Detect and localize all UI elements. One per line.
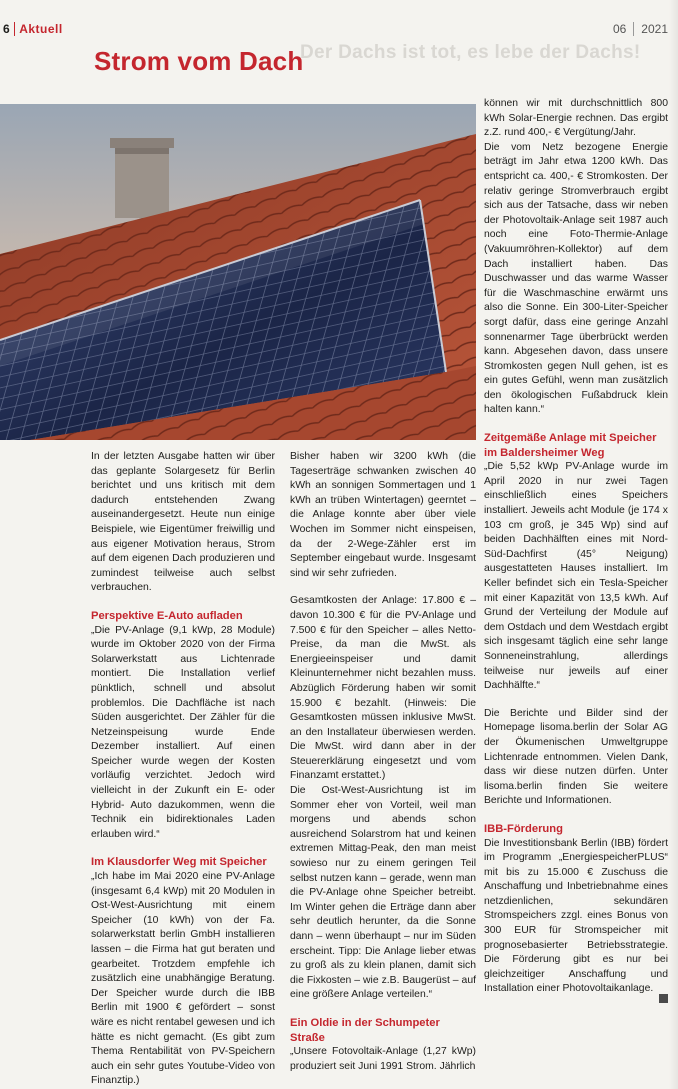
subheading-e-auto: Perspektive E-Auto aufladen bbox=[91, 609, 243, 622]
paragraph: Die Ost-West-Ausrichtung ist im Sommer eher von Vorteil, weil man morgens und abends schon ausreichend Solarstrom hat und keinen extremen Mittag-Peak, den man meist sowieso nur zu einem geringen Teil selbst nutzen kann – gerade, wenn man die PV-Anlage ohne Speicher betreibt. Im Winter gehen die Erträge dann aber sehr deutlich herunter, da die Sonne dann – wenn überhaupt – nur im Süden erscheint. Tipp: Die Anlage lieber etwas zu groß als zu klein planen, damit sich die Fixkosten – wie z.B. Baugerüst – auf eine größere Anlage verteilen.“ bbox=[290, 785, 476, 1001]
solar-panel-roof-photo bbox=[0, 104, 476, 440]
text-column-3 bbox=[484, 97, 668, 997]
bleed-through-headline: Der Dachs ist tot, es lebe der Dachs! bbox=[300, 42, 641, 63]
paragraph: „Ich habe im Mai 2020 eine PV-Anlage (insgesamt 6,4 kWp) mit 20 Modulen in Ost-West-Ausrichtung mit einem Speicher (10 kWh) von der Fa. solarwerkstatt berlin GmbH installieren lassen – die Firma hat gut beraten und gearbeitet. Trotzdem empfehle ich zusätzlich eine unabhängige Beratung. Der Speicher wurde durch die IBB Berlin mit 1900 € gefördert – sonst wäre es nicht rentabel gewesen und ich hätte es nicht gemacht. (Es gibt zum Thema Rentabilität von PV-Speichern auch ein sehr gutes Youtube-Video von Finanztip.) bbox=[91, 871, 275, 1087]
paragraph: „Unsere Fotovoltaik-Anlage (1,27 kWp) produziert seit Juni 1991 Strom. Jährlich bbox=[290, 1046, 476, 1072]
paragraph: Die vom Netz bezogene Energie beträgt im Jahr etwa 1200 kWh. Das entspricht ca. 400,- € Stromkosten. Der relativ geringe Stromverbrauch ergibt sich aus der Tatsache, dass wir neben der Photovoltaik-Anlage seit 1987 auch noch eine Foto-Thermie-Anlage (Vakuumröhren-Kollektor) auf dem Dach installiert haben. Das Duschwasser und das warme Wasser für die Waschmaschine erwärmt uns also die Sonne. Ein 300-Liter-Speicher sorgt dafür, dass eine geringe Anzahl sonnenarmer Tage überbrückt werden kann. Abgesehen davon, dass unsere Stromkosten gegen Null gehen, ist es ein gutes Gefühl, wenn man zusätzlich den ökologischen Fußabdruck klein halten kann.“ bbox=[484, 141, 668, 416]
end-of-article-icon bbox=[659, 994, 668, 1003]
subheading-ibb-foerderung: IBB-Förderung bbox=[484, 822, 563, 835]
section-name: Aktuell bbox=[19, 22, 63, 36]
page-number: 6 bbox=[3, 22, 10, 36]
paragraph: können wir mit durchschnittlich 800 kWh Solar-Energie rechnen. Das ergibt z.Z. rund 400,- € Vergütung/Jahr. bbox=[484, 98, 668, 139]
header-divider bbox=[14, 22, 16, 36]
text-column-1 bbox=[91, 450, 275, 1089]
page-header-left bbox=[3, 22, 63, 36]
subheading-klausdorfer-weg: Im Klausdorfer Weg mit Speicher bbox=[91, 856, 267, 869]
issue-number: 06 bbox=[612, 22, 627, 36]
subheading-baldersheimer-weg: Zeitgemäße Anlage mit Speicher im Baldersheimer Weg bbox=[484, 432, 657, 459]
header-divider bbox=[633, 22, 634, 36]
article-title: Strom vom Dach bbox=[94, 46, 304, 76]
page-header-right bbox=[613, 22, 668, 36]
issue-year: 2021 bbox=[641, 22, 668, 36]
subheading-schumpeter-strasse: Ein Oldie in der Schumpeter Straße bbox=[290, 1016, 440, 1044]
paragraph: Die Berichte und Bilder sind der Homepage lisoma.berlin der Solar AG der Ökumenischen Umweltgruppe Lichtenrade entnommen. Vielen Dank, dass wir diese nutzen dürfen. Unter lisoma.berlin finden Sie weitere Berichte und Informationen. bbox=[484, 707, 668, 807]
intro-paragraph: In der letzten Ausgabe hatten wir über das geplante Solargesetz für Berlin berichtet und uns kritisch mit dem dadurch entstehenden Zwang auseinandergesetzt. Heute nun einige Beispiele, wie Eigentümer freiwillig und aus eigener Motivation heraus, Strom auf dem eigenen Dach produzieren und zumindest teilweise auch selbst verbrauchen. bbox=[91, 451, 275, 594]
page-fold-shadow bbox=[669, 0, 678, 1089]
paragraph: „Die PV-Anlage (9,1 kWp, 28 Module) wurde im Oktober 2020 von der Firma Solarwerkstatt aus Lichtenrade montiert. Die Installation verlief pünktlich, schnell und absolut problemlos. Die Dachfläche ist nach Süden ausgerichtet. Der Zähler für die Netzeinspeisung wurde Ende Dezember installiert. Auf einen Speicher wurde wegen der Kosten vorläufig verzichtet. Jedoch wird vielleicht in der Zukunft ein E- oder Hybrid- Auto dazukommen, wenn die Technik ein bidirektionales Laden erlauben wird.“ bbox=[91, 624, 275, 840]
paragraph: Bisher haben wir 3200 kWh (die Tageserträge schwanken zwischen 40 kWh an sonnigen Sommertagen und 1 kWh an trüben Wintertagen) geerntet – die Anlage konnte aber über viele Wochen im Sommer nicht einspeisen, da der 2-Wege-Zähler erst im September eingebaut wurde. Insgesamt sind wir sehr zufrieden. bbox=[290, 451, 476, 579]
paragraph: „Die 5,52 kWp PV-Anlage wurde im April 2020 in nur zwei Tagen einschließlich eines Speichers installiert. Jeweils acht Module (je 174 x 103 cm groß, je 345 Wp) sind auf beiden Dachhälften eines mit Nord-Süd-Dachfirst (45° Neigung) ausgestatteten Hauses installiert. Im Keller befindet sich ein Tesla-Speicher mit einer Kapazität von 13,5 kWh. Auf Grund der Verteilung der Module auf dem Ostdach und dem Westdach ergibt sich insgesamt täglich eine sehr lange Sonneneinstrahlung, allerdings teilweise nur jeweils auf einer Dachhälfte.“ bbox=[484, 461, 668, 692]
paragraph: Gesamtkosten der Anlage: 17.800 € – davon 10.300 € für die PV-Anlage und 7.500 € für den Speicher – alles Netto-Preise, da man die MwSt. als Energieeinspeiser und damit Kleinunternehmer nicht bezahlen muss. Abzüglich Förderung haben wir somit 15.900 € bezahlt. (Hinweis: Die Gesamtkosten müssen inklusive MwSt. an den Installateur überwiesen werden. Die MwSt. wird dann aber in der Steuererklärung eingesetzt und vom Finanzamt erstattet.) bbox=[290, 595, 476, 782]
text-column-2 bbox=[290, 450, 476, 1074]
paragraph: Die Investitionsbank Berlin (IBB) fördert im Programm „EnergiespeicherPLUS“ mit bis zu 15.000 € Zuschuss die Anschaffung und Inbetriebnahme eines netzdienlichen, sekundären Stromspeichers zzgl. eines Bonus von 300 EUR für Stromspeicher mit prognosebasierter Betriebsstrategie. Die Förderung gibt es nur bei gleichzeitiger Anschaffung und Installation einer Photovoltaikanlage. bbox=[484, 837, 668, 995]
